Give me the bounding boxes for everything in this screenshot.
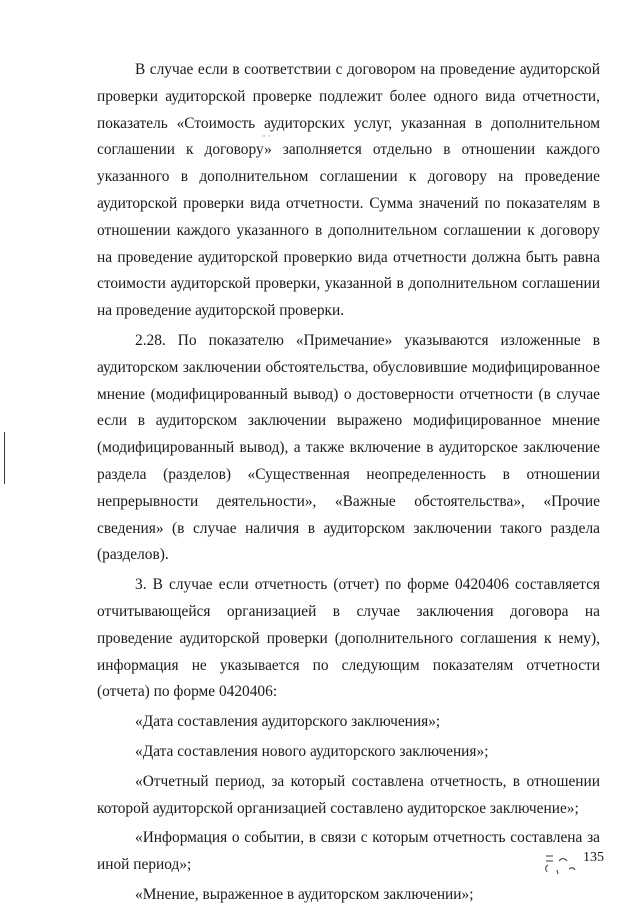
list-item-event-info: «Информация о событии, в связи с которым отчетность составлена за иной период»; xyxy=(97,829,600,874)
paragraph-2-28-note: 2.28. По показателю «Примечание» указываются изложенные в аудиторском заключении обстоятельства, обусловившие модифицированное мнение (модифицированный вывод) о достоверности отчетности (в случае если в аудиторском заключении выражено модифицированное мнение (модифицированный вывод), а также включение в аудиторское заключение раздела (разделов) «Существенная неопределенность в отношении непрерывности деятельности», «Важные обстоятельства», «Прочие сведения» (в случае наличия в аудиторском заключении такого раздела (разделов). xyxy=(97,331,600,564)
stamp-marks-image xyxy=(543,852,583,878)
scan-artifact: '' ' xyxy=(262,134,270,142)
list-item-opinion: «Мнение, выраженное в аудиторском заключении»; xyxy=(135,885,474,903)
page-number: 135 xyxy=(583,850,604,865)
list-item-report-date: «Дата составления аудиторского заключения»; xyxy=(135,713,441,731)
scan-margin-mark xyxy=(4,432,5,484)
paragraph-audit-cost: В случае если в соответствии с договором на проведение аудиторской проверки аудиторской проверке подлежит более одного вида отчетности, показатель «Стоимость аудиторских услуг, указанная в дополнительном соглашении к договору» заполняется отдельно в отношении каждого указанного в дополнительном соглашении к договору на проведение аудиторской проверки вида отчетности. Сумма значений по показателям в отношении каждого указанного в дополнительном соглашении к договору на проведение аудиторской проверкио вида отчетности должна быть равна стоимости аудиторской проверки, указанной в дополнительном соглашении на проведение аудиторской проверки. xyxy=(97,61,600,320)
list-item-reporting-period: «Отчетный период, за который составлена отчетность, в отношении которой аудиторской организацией составлено аудиторское заключение»; xyxy=(97,772,600,817)
document-body xyxy=(97,57,600,909)
paragraph-3-form-0420406: 3. В случае если отчетность (отчет) по форме 0420406 составляется отчитывающейся организацией в случае заключения договора на проведение аудиторской проверки (дополнительного соглашения к нему), информация не указывается по следующим показателям отчетности (отчета) по форме 0420406: xyxy=(97,576,600,701)
list-item-new-report-date: «Дата составления нового аудиторского заключения»; xyxy=(135,742,489,760)
